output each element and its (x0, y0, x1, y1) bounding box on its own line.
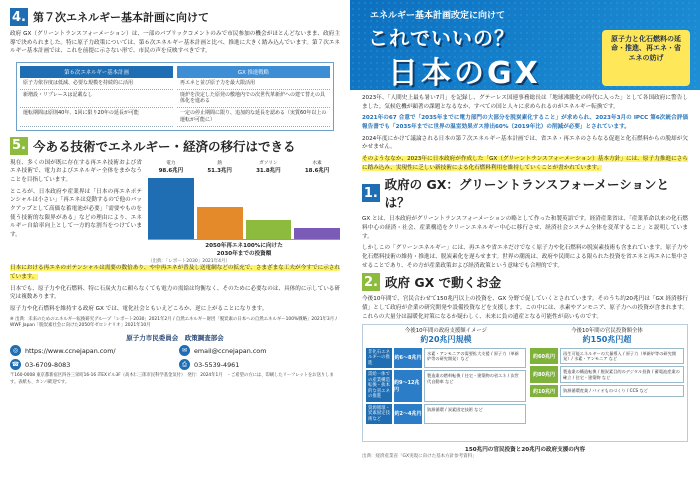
globe-icon: ◎ (10, 345, 21, 356)
highlight-text: 日本における再エネのポテンシャルは需要の数倍あり、や中再エネが普及し送電網などの拡充で、さまざまな工夫が今すでに示されています。 (10, 265, 340, 280)
chart-label: 水素 (312, 160, 322, 166)
intro-text (362, 155, 688, 172)
comparison-cell: 廃炉を決定した原発の敷地内での次世代革新炉への建て替えの具体化を進める (177, 90, 330, 109)
organization-name: 原子力市民委員会 政策調査部会 (126, 334, 224, 343)
diagram-caption: 150兆円の官民投資と20兆円の政府支援の内容 (464, 447, 586, 454)
diagram-head-total: 約150兆円超 (582, 335, 632, 345)
diagram-row (366, 348, 526, 369)
website-link[interactable] (10, 345, 171, 356)
row-category: 需給一体での産業構造転換・抜本的な省エネの推進 (366, 370, 392, 402)
chart-bars (148, 176, 340, 240)
chart-caption (148, 243, 340, 258)
row-amount: 約80兆円 (530, 366, 558, 383)
mail-icon: ✉ (179, 345, 190, 356)
emphasis-text: 2021年の67 合意で「2035年までに電力部門の大部分を脱炭素化すること」が求められ、2023年3月の IPCC 第6次統合評価報告書でも「2035年までに世界の温室効果ガス排出60%（2019年比）の削減が必要」とされています。 (362, 115, 688, 130)
diagram-row (530, 348, 684, 365)
chart-bar-fill (246, 220, 292, 240)
section-number: 2. (362, 273, 380, 291)
investment-chart (148, 159, 340, 265)
chart-caption-line: 2050年再エネ100%に向けた (205, 243, 283, 250)
section-title: 政府 GX で動くお金 (385, 275, 502, 291)
diagram-row (366, 370, 526, 402)
diagram-head-total: 約20兆円規模 (420, 335, 472, 345)
footnote: ※ 出典：未来のためのエネルギー転換研究グループ「レポート2030」2021年2月 / 自然エネルギー財団「脱炭素の日本への自然エネルギー100%戦略」2021年3月 / WWF Japan「脱炭素社会に向けた2050年ゼロシナリオ」2021年10月 (10, 316, 337, 328)
intro-text (362, 114, 688, 131)
diagram-head (530, 328, 684, 345)
right-body (350, 90, 700, 463)
total-investment-column (530, 328, 684, 438)
section-title: 政府の GX：グリーントランスフォーメーションとは？ (384, 177, 670, 211)
row-amount: 約6〜8兆円 (394, 348, 422, 369)
email-address: email@ccnejapan.com (194, 346, 267, 355)
section-5-body (10, 159, 340, 265)
chart-bar-電力 (148, 178, 194, 239)
section-5-text: 原子力や化石燃料を維持する政府 GX では、電化社会ともいえどころか、逆に上がることになります。 (10, 305, 268, 312)
row-amount: 約60兆円 (530, 348, 558, 365)
chart-value: 98.6兆円 (158, 168, 184, 175)
chart-summary (148, 161, 340, 175)
website-url: https://www.ccnejapan.com/ (25, 346, 116, 355)
row-items: 資源循環産業 / バイオものづくり / CCS など (560, 385, 684, 396)
comparison-table (16, 62, 334, 131)
comparison-cell: 新増設・リプレースは記載なし (20, 90, 173, 109)
section-number: 4. (10, 8, 28, 26)
chart-bar-熱 (197, 207, 243, 239)
diagram-row (530, 385, 684, 396)
chart-label: 熱 (217, 160, 222, 166)
comparison-cell: 原子力依存度は低減、必要な規模を持続的に活用 (20, 78, 173, 90)
chart-bar-水素 (294, 228, 340, 240)
section-5-text (10, 264, 340, 281)
fax-number (179, 359, 340, 370)
fax-text: 03-5539-4961 (194, 360, 240, 369)
section-5-text: 現在、多くの国が既に存在する再エネ技術および省エネ技術で、電力およびエネルギー全体をまかなうことを目指しています。 (10, 159, 142, 184)
comparison-cell: 再エネと並び原子力を最大限活用 (177, 78, 330, 90)
chart-value: 18.6兆円 (304, 168, 330, 175)
section-number: 1. (363, 185, 378, 201)
comparison-head-right: GX 推進戦略 (177, 66, 330, 78)
section-number: 5. (10, 137, 28, 155)
chart-source: （出典：「レポート2030」2021年4月） (148, 259, 231, 265)
comparison-cell: 一定の停止期間に限り、追加的な延長を認める（実質60年以上の運転が可能に） (177, 108, 330, 127)
diagram-row (366, 404, 526, 425)
intro-text: 2023年、「人間史上最も暑い7月」を記録し、グテーレス国連事務総長は「地球沸騰化の時代に入った」として各国政府に警告しました。気候危機が顕著の課題となるなか、すべての国と人々に求められるのがエネルギー転換です。 (362, 95, 688, 110)
section-2-heading (362, 273, 688, 291)
row-items: 製造業の構造転換 / 脱炭素目的のデジタル投資 / 蓄電池産業の確立 / 住宅・建築物 など (560, 366, 684, 383)
section-4-heading (10, 8, 340, 26)
title-banner (350, 0, 700, 90)
banner-subtitle: エネルギー基本計画改定に向けて (370, 11, 506, 21)
diagram-row (530, 366, 684, 383)
chart-caption-line: 2030年までの投資額 (216, 250, 272, 257)
banner-title-line2: 日本のGX (388, 56, 541, 90)
phone-text: 03-6709-8083 (25, 360, 71, 369)
comparison-head-left: 第６次エネルギー基本計画 (20, 66, 173, 78)
section-5-heading (10, 137, 340, 155)
section-5-text: 日本でも、原子力や化石燃料、特に石炭火力に頼らなくても電力の需給は均衡なく、そのために必要なのは、具体的に示している研究は複数あります。 (10, 285, 340, 301)
row-items: 資源循環 / 炭素固定技術 など (424, 404, 526, 425)
section-1-text: しかしこの「グリーンエネルギー」には、再エネや省エネだけでなく原子力や化石燃料の脱炭素技術も含まれています。原子力や化石燃料技術の維持・推進は、脱炭素化を遅らせます。世界の潮流は、政府や民間による限られた投資を省エネと再エネに集中させることであり、その方が産業政策および経済政策という意味でも合理的です。 (362, 245, 688, 269)
diagram-head (366, 328, 526, 345)
chart-bar-fill (197, 207, 243, 239)
contact-list (10, 345, 340, 370)
email-link[interactable] (179, 345, 340, 356)
banner-callout: 原子力と化石燃料の延命・推進、再エネ・省エネの妨げ (602, 30, 690, 86)
diagram-source: 出典：経済産業省「GX実現に向けた基本方針参考資料」 (362, 454, 477, 460)
chart-label: ガソリン (259, 160, 278, 166)
chart-bar-fill (148, 178, 194, 239)
intro-text: 2024年度にかけて議論される日本の第７次エネルギー基本計画では、省エネ・再エネのさらなる促進と化石燃料からの脱却が欠かせません。 (362, 135, 688, 151)
fax-icon: ⎙ (179, 359, 190, 370)
row-amount: 約2〜4兆円 (394, 404, 422, 425)
section-5-text: ところが、日本政府や産業界は「日本の再エネポテンシャルは小さい」「再エネは変動するので他のバックアップとして高価な蓄電池が必要」「需要やものを使う技術的な限界がある」などの理由により、エネルギー自給率向上として一方的な割当をつけています。 (10, 188, 142, 238)
row-amount: 約10兆円 (530, 385, 558, 396)
chart-label: 電力 (166, 160, 176, 166)
highlight-text: そのようななか、2023年に日本政府が作成した「GX（グリーントランスフォーメーション）基本方針」には、原子力推進にさらに踏み込み、実現性に乏しい新技術による化石燃料利用を維持していくことが書かれています。 (362, 155, 688, 171)
chart-bar-fill (294, 228, 340, 240)
comparison-cell: 運転期間は原則40年、1回に限り20年の延長が可能 (20, 108, 173, 127)
right-page (350, 0, 700, 495)
diagram-head-label: 今後10年間の官民投資額全体 (571, 328, 643, 335)
address: 〒160-0008 東京都新宿区四谷三栄町16-16 iTEXビル3F（高木仁三郎市民科学基金気付） 発行：2024年1月 ・ご希望の方には、印刷したリーフレットをお送りします。表紙も、カンパ歓迎です。 (10, 373, 334, 385)
chart-bar-ガソリン (246, 220, 292, 240)
chart-value: 51.3兆円 (207, 168, 232, 175)
diagram-head-label: 今後10年間の政府支援額イメージ (404, 328, 488, 335)
section-1-heading (362, 175, 688, 211)
row-amount: 約9〜12兆円 (394, 370, 422, 402)
chart-value: 31.8兆円 (256, 168, 281, 175)
section-title: 第７次エネルギー基本計画に向けて (33, 11, 209, 24)
section-4-text: 政府 GX（グリーントランスフォーメーション）は、一部のパブリックコメントのみで市民参加の機会がほとんどないまま、政府主導で決められました。特に原子力政策については、第６次エネルギー基本計画と比べ、推進に大きく踏み込んでいます。第７次エネルギー基本計画では、これを前提に示さない形で、市民の声を反映すべきです。 (10, 31, 340, 55)
phone-icon: ☎ (11, 361, 20, 369)
row-items: 再生可能エネルギーの大量導入 / 原子力（革新炉等の研究開発）/ 水素・アンモニア など (560, 348, 684, 365)
government-support-column (366, 328, 526, 438)
row-items: 水素・アンモニアの需要拡大支援 / 原子力（革新炉等の研究開発）など (424, 348, 526, 369)
row-items: 製造業の燃料転換 / 住宅・建築物の省エネ / 次世代自動車 など (424, 370, 526, 402)
section-title: 今ある技術でエネルギー・経済の移行はできる (33, 138, 296, 154)
section-2-text: 今後10年間で、官民合わせて150兆円以上の投資を、GX 分野で促していくとされています。そのうち約20兆円は「GX 経済移行債」として政府が企業の研究開発や設備投資などを支援します。この中には、水素やアンモニア、原子力への投資が含まれます。これらの大量分は温暖化対策になるか疑わしく、未来に負の遺産となる可能性が高いものです。 (362, 296, 688, 320)
banner-title-line1: これでいいの？ (368, 26, 515, 50)
phone-number (10, 359, 171, 370)
row-category: 資源循環・炭素固定技術など (366, 404, 392, 425)
row-category: 非化石エネルギーの推進 (366, 348, 392, 369)
section-1-text: GX とは、日本政府がグリーントランスフォーメーションの略として作った和製英語です。経済産業省は、「産業革命以来の化石燃料中心の経済・社会、産業構造をクリーンエネルギー中心に移行させ、経済社会システム全体を変革すること」と説明しています。 (362, 216, 688, 240)
investment-diagram (362, 324, 688, 442)
